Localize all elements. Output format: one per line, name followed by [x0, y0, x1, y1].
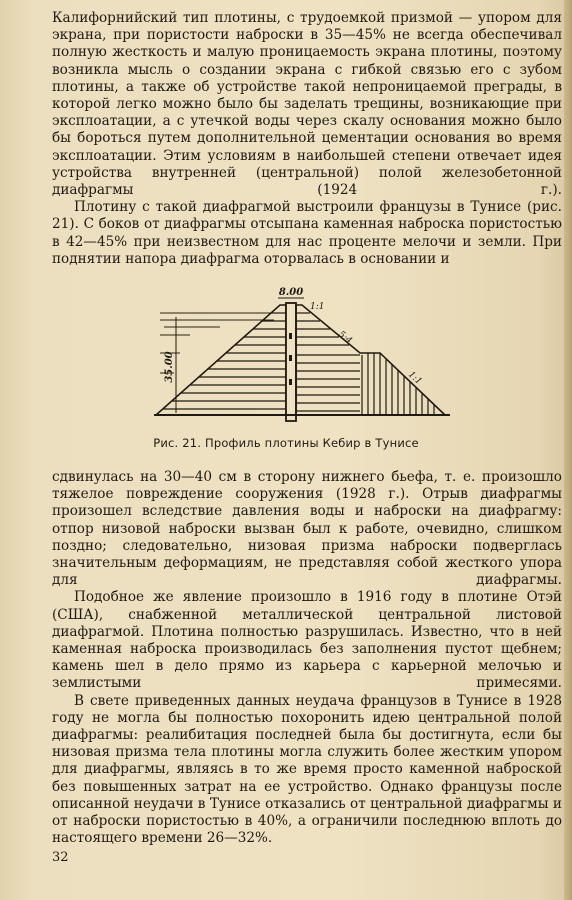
text-block-bottom — [52, 469, 562, 847]
figure-caption: Рис. 21. Профиль плотины Кебир в Тунисе — [153, 436, 419, 450]
paragraph: Плотину с такой диафрагмой выстроили французы в Тунисе (рис. 21). С боков от диафрагмы отсыпана каменная наброска пористостью в 42—45% при неизвестном для нас проценте мелочи и земли. При поднятии напора диафрагма оторвалась в основании и — [52, 199, 562, 267]
dam-profile-figure — [150, 283, 460, 423]
page-edge — [564, 0, 572, 900]
diaphragm — [286, 303, 296, 421]
middle-hatch — [296, 355, 360, 411]
page-number: 32 — [52, 850, 69, 865]
slope-middle-label: 5:4 — [336, 329, 354, 347]
slope-lower-label: 1:1 — [405, 369, 424, 387]
slope-upper-label: 1:1 — [310, 302, 325, 312]
paragraph: сдвинулась на 30—40 см в сторону нижнего бьефа, т. е. произошло тяжелое повреждение сооружения (1928 г.). Отрыв диафрагмы произошел вследствие давления воды и наброски на диафрагму: отпор низовой наброски вызван был к работе, очевидно, слишком поздно; следовательно, низовая призма наброски подверглась значительным деформациям, не представляя собой жесткого упора для диафрагмы. — [52, 469, 562, 589]
paragraph: Подобное же явление произошло в 1916 году в плотине Отэй (США), снабженной металлической центральной листовой диафрагмой. Плотина полностью разрушилась. Известно, что в ней каменная наброска производилась без заполнения пустот щебнем; камень шел в дело прямо из карьера с карьерной мелочью и землистыми примесями. — [52, 589, 562, 692]
toe-hatch — [362, 353, 434, 415]
text-block-top — [52, 10, 562, 268]
paragraph: В свете приведенных данных неудача французов в Тунисе в 1928 году не могла бы полностью похоронить идею центральной полой диафрагмы: реалибитация последней была бы достигнута, если бы низовая призма тела плотины могла служить более жестким упором для диафрагмы, являясь в то же время просто каменной наброской без повышенных затрат на ее устройство. Однако французы после описанной неудачи в Тунисе отказались от центральной диафрагмы и от наброски пористостью в 40%, а ограничили последнюю вплоть до настоящего времени 26—32%. — [52, 692, 562, 847]
height-label: 35.00 — [164, 351, 175, 383]
crest-label: 8.00 — [278, 287, 304, 298]
paragraph: Калифорнийский тип плотины, с трудоемкой призмой — упором для экрана, при пористости наброски в 35—45% не всегда обеспечивал полную жесткость и малую проницаемость экрана плотины, поэтому возникла мысль о создании экрана с гибкой связью его с зубом плотины, а также об устройстве такой непроницаемой преграды, в которой легко можно было бы заделать трещины, возникающие при эксплоатации, а с утечкой воды через скалу основания можно было бы бороться путем дополнительной цементации основания во время эксплоатации. Этим условиям в наибольшей степени отвечает идея устройства внутренней (центральной) полой железобетонной диафрагмы (1924 г.). — [52, 10, 562, 199]
